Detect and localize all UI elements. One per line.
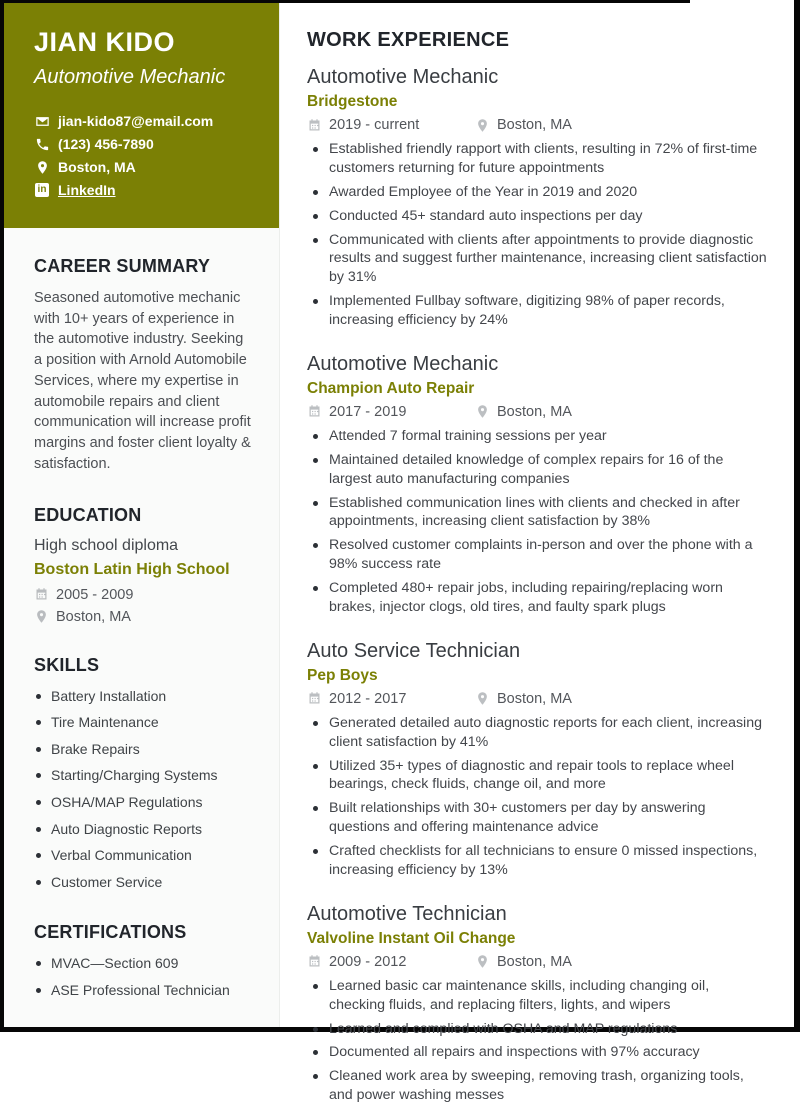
section-career-summary bbox=[34, 256, 255, 475]
job-location bbox=[475, 691, 572, 707]
job-dates bbox=[307, 117, 475, 133]
job-location-text: Boston, MA bbox=[497, 953, 572, 970]
calendar-icon bbox=[307, 404, 322, 419]
job-company: Valvoline Instant Oil Change bbox=[307, 929, 516, 947]
bullet-item: Communicated with clients after appointments to provide diagnostic results and suggest further maintenance, increasing client satisfaction by 31% bbox=[309, 231, 768, 288]
job-meta bbox=[307, 117, 768, 133]
job-company: Bridgestone bbox=[307, 93, 398, 110]
education-dates-text: 2005 - 2009 bbox=[56, 586, 134, 603]
work-experience-column bbox=[280, 3, 794, 1104]
sidebar-header bbox=[4, 3, 279, 228]
job-dates bbox=[307, 404, 475, 420]
job-dates-text: 2017 - 2019 bbox=[329, 403, 407, 420]
contact-linkedin bbox=[34, 182, 253, 198]
bullet-item: Attended 7 formal training sessions per year bbox=[309, 427, 768, 446]
calendar-icon bbox=[307, 954, 322, 969]
skill-item: OSHA/MAP Regulations bbox=[34, 793, 255, 813]
certifications-heading: CERTIFICATIONS bbox=[34, 922, 187, 943]
job-location-text: Boston, MA bbox=[497, 117, 572, 133]
career-summary-heading: CAREER SUMMARY bbox=[34, 256, 211, 276]
job-entry bbox=[307, 903, 768, 1105]
linkedin-icon: in bbox=[34, 182, 50, 198]
contact-phone bbox=[34, 136, 253, 152]
education-dates bbox=[34, 587, 255, 603]
bullet-item: Implemented Fullbay software, digitizing 98% of paper records, increasing efficiency by 24% bbox=[309, 292, 768, 330]
skill-item: Battery Installation bbox=[34, 687, 255, 707]
bullet-item: Cleaned work area by sweeping, removing trash, organizing tools, and power washing messes bbox=[309, 1067, 768, 1105]
resume-page bbox=[4, 3, 794, 1104]
bullet-item: Learned basic car maintenance skills, including changing oil, checking fluids, and replacing filters, lights, and wipers bbox=[309, 977, 768, 1015]
bullet-item: Utilized 35+ types of diagnostic and repair tools to replace wheel bearings, check fluids, change oil, and more bbox=[309, 757, 768, 795]
contact-location bbox=[34, 159, 253, 175]
contact-email-text: jian-kido87@email.com bbox=[58, 113, 214, 129]
section-certifications bbox=[34, 922, 255, 1000]
job-location bbox=[475, 404, 572, 420]
education-location bbox=[34, 609, 255, 625]
bullet-item: Maintained detailed knowledge of complex repairs for 16 of the largest auto manufacturing companies bbox=[309, 451, 768, 489]
location-pin-icon bbox=[475, 691, 490, 706]
calendar-icon bbox=[307, 118, 322, 133]
job-dates bbox=[307, 954, 475, 970]
bullet-item: Conducted 45+ standard auto inspections per day bbox=[309, 207, 768, 226]
location-pin-icon bbox=[475, 404, 490, 419]
job-entry bbox=[307, 353, 768, 617]
skills-list bbox=[34, 687, 255, 893]
certifications-list bbox=[34, 954, 255, 1000]
job-dates bbox=[307, 691, 475, 707]
job-bullets bbox=[309, 977, 768, 1105]
education-school: Boston Latin High School bbox=[34, 560, 230, 578]
section-education bbox=[34, 505, 255, 625]
bullet-item: Documented all repairs and inspections with 97% accuracy bbox=[309, 1043, 768, 1062]
career-summary-text: Seasoned automotive mechanic with 10+ years of experience in the automotive industry. Seeking a position with Arnold Automobile Services, where my expertise in automobile repairs and client communication will increase profit margins and foster client loyalty & satisfaction. bbox=[34, 290, 251, 472]
contact-location-text: Boston, MA bbox=[58, 159, 136, 175]
job-dates-text: 2009 - 2012 bbox=[329, 953, 407, 970]
job-meta bbox=[307, 691, 768, 707]
bullet-item: Crafted checklists for all technicians to ensure 0 missed inspections, increasing efficiency by 13% bbox=[309, 842, 768, 880]
calendar-icon bbox=[307, 691, 322, 706]
job-location bbox=[475, 117, 572, 133]
calendar-icon bbox=[34, 587, 49, 602]
phone-icon bbox=[34, 136, 50, 152]
job-company: Champion Auto Repair bbox=[307, 379, 475, 397]
job-company: Pep Boys bbox=[307, 666, 378, 684]
sidebar-body bbox=[4, 228, 279, 1051]
location-pin-icon bbox=[34, 159, 50, 175]
section-skills bbox=[34, 655, 255, 893]
job-dates-text: 2019 - current bbox=[329, 117, 420, 133]
job-title: Auto Service Technician bbox=[307, 639, 521, 662]
education-degree: High school diploma bbox=[34, 536, 179, 554]
location-pin-icon bbox=[475, 954, 490, 969]
skill-item: Verbal Communication bbox=[34, 846, 255, 866]
job-bullets bbox=[309, 140, 768, 330]
education-heading: EDUCATION bbox=[34, 504, 142, 525]
job-entry bbox=[307, 66, 768, 330]
bullet-item: Resolved customer complaints in-person and over the phone with a 98% success rate bbox=[309, 536, 768, 574]
sidebar bbox=[4, 3, 280, 1027]
bullet-item: Built relationships with 30+ customers per day by answering questions and offering maintenance advice bbox=[309, 799, 768, 837]
contact-email bbox=[34, 113, 253, 129]
skill-item: Customer Service bbox=[34, 873, 255, 893]
bullet-item: Completed 480+ repair jobs, including repairing/replacing worn brakes, injector clogs, old tires, and faulty spark plugs bbox=[309, 579, 768, 617]
job-title: Automotive Mechanic bbox=[307, 66, 499, 88]
job-bullets bbox=[309, 714, 768, 880]
job-location-text: Boston, MA bbox=[497, 403, 572, 420]
contact-list bbox=[34, 113, 253, 198]
job-bullets bbox=[309, 427, 768, 617]
location-pin-icon bbox=[475, 118, 490, 133]
job-meta bbox=[307, 404, 768, 420]
location-pin-icon bbox=[34, 609, 49, 624]
skills-heading: SKILLS bbox=[34, 654, 100, 675]
person-name: JIAN KIDO bbox=[34, 27, 176, 57]
skill-item: Auto Diagnostic Reports bbox=[34, 820, 255, 840]
frame-notch bbox=[690, 0, 794, 4]
job-location bbox=[475, 954, 572, 970]
job-dates-text: 2012 - 2017 bbox=[329, 690, 407, 707]
work-experience-heading: WORK EXPERIENCE bbox=[307, 29, 510, 51]
contact-phone-text: (123) 456-7890 bbox=[58, 136, 154, 152]
person-role: Automotive Mechanic bbox=[34, 66, 226, 88]
bullet-item: Established communication lines with clients and checked in after appointments, increasing client satisfaction by 38% bbox=[309, 494, 768, 532]
email-icon bbox=[34, 113, 50, 129]
job-location-text: Boston, MA bbox=[497, 690, 572, 707]
skill-item: Starting/Charging Systems bbox=[34, 766, 255, 786]
bullet-item: Generated detailed auto diagnostic reports for each client, increasing client satisfaction by 41% bbox=[309, 714, 768, 752]
job-entry bbox=[307, 640, 768, 880]
education-location-text: Boston, MA bbox=[56, 608, 131, 625]
job-meta bbox=[307, 954, 768, 970]
linkedin-link[interactable]: LinkedIn bbox=[58, 182, 116, 198]
job-title: Automotive Mechanic bbox=[307, 352, 499, 375]
bullet-item: Awarded Employee of the Year in 2019 and 2020 bbox=[309, 183, 768, 202]
certification-item: ASE Professional Technician bbox=[34, 981, 255, 1001]
bullet-item: Established friendly rapport with clients, resulting in 72% of first-time customers returning for future appointments bbox=[309, 140, 768, 178]
certification-item: MVAC—Section 609 bbox=[34, 954, 255, 974]
job-title: Automotive Technician bbox=[307, 902, 507, 925]
bullet-item: Learned and complied with OSHA and MAP regulations bbox=[309, 1020, 768, 1039]
skill-item: Tire Maintenance bbox=[34, 713, 255, 733]
skill-item: Brake Repairs bbox=[34, 740, 255, 760]
